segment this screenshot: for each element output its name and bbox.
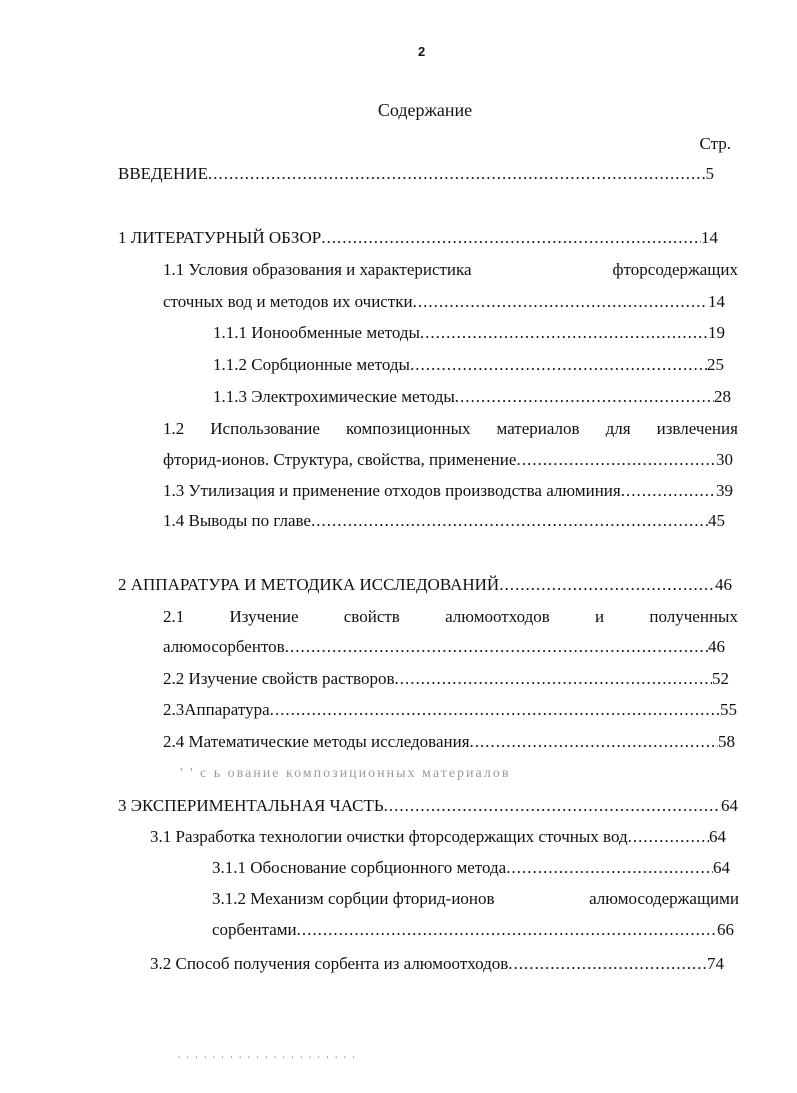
toc-entry-2-1-line2 — [163, 636, 725, 658]
dot-leader — [394, 668, 712, 690]
dot-leader — [621, 480, 716, 502]
toc-word: Изучение — [229, 607, 299, 626]
toc-entry-chapter-2 — [118, 574, 732, 596]
toc-entry-page: 64 — [713, 858, 730, 877]
toc-entry-text: сточных вод и методов их очистки — [163, 292, 413, 311]
dot-leader — [285, 636, 708, 658]
toc-entry-page: 25 — [707, 355, 724, 374]
dot-leader — [420, 322, 708, 344]
dot-leader — [455, 386, 714, 408]
toc-entry-text: ВВЕДЕНИЕ — [118, 164, 208, 183]
toc-entry-1-1-line2 — [163, 291, 725, 313]
toc-entry-text: 1.3 Утилизация и применение отходов производства алюминия — [163, 481, 621, 500]
toc-entry-text: 1.1.3 Электрохимические методы — [213, 387, 455, 406]
toc-entry-2-4 — [163, 731, 735, 753]
toc-entry-3-2 — [150, 953, 724, 975]
toc-word: извлечения — [656, 419, 738, 438]
toc-entry-1-2-line2 — [163, 449, 733, 471]
toc-entry-page: 14 — [701, 228, 718, 247]
toc-entry-text: 2.4 Математические методы исследования — [163, 732, 470, 751]
toc-entry-text: 3.2 Способ получения сорбента из алюмоотходов — [150, 954, 509, 973]
toc-entry-page: 39 — [716, 481, 733, 500]
toc-word: фторсодержащих — [612, 260, 738, 279]
toc-entry-chapter-1 — [118, 227, 718, 249]
toc-entry-text: фторид-ионов. Структура, свойства, применение — [163, 450, 517, 469]
page-column-label: Стр. — [699, 134, 731, 153]
toc-entry-1-2-line1 — [163, 418, 738, 440]
dot-leader — [384, 795, 721, 817]
dot-leader — [516, 449, 716, 471]
toc-entry-text: 3.1 Разработка технологии очистки фторсодержащих сточных вод — [150, 827, 628, 846]
dot-leader — [499, 574, 715, 596]
toc-word: 1.2 — [163, 419, 185, 438]
dot-leader — [311, 510, 708, 532]
toc-entry-text: 2.3Аппаратура — [163, 700, 270, 719]
toc-entry-2-1-line1 — [163, 606, 738, 628]
dot-leader — [506, 857, 713, 879]
toc-entry-page: 28 — [714, 387, 731, 406]
toc-entry-1-1-1 — [213, 322, 725, 344]
toc-entry-1-3 — [163, 480, 733, 502]
toc-entry-text: 3 ЭКСПЕРИМЕНТАЛЬНАЯ ЧАСТЬ — [118, 796, 384, 815]
toc-entry-3-1 — [150, 826, 726, 848]
toc-entry-1-1-3 — [213, 386, 731, 408]
toc-entry-page: 45 — [708, 511, 725, 530]
toc-entry-3-1-2-line1 — [212, 888, 739, 910]
toc-entry-page: 46 — [715, 575, 732, 594]
toc-entry-page: 58 — [718, 732, 735, 751]
dot-leader — [270, 699, 720, 721]
toc-entry-text: 2.2 Изучение свойств растворов — [163, 669, 395, 688]
toc-entry-page: 46 — [708, 637, 725, 656]
dot-leader — [208, 163, 706, 185]
toc-entry-2-2 — [163, 668, 729, 690]
toc-word: 2.1 — [163, 607, 185, 626]
toc-entry-page: 30 — [716, 450, 733, 469]
dot-leader — [410, 354, 707, 376]
toc-word: для — [605, 419, 631, 438]
toc-entry-text: 1 ЛИТЕРАТУРНЫЙ ОБЗОР — [118, 228, 322, 247]
toc-word: алюмосодержащими — [589, 889, 739, 908]
toc-entry-page: 52 — [712, 669, 729, 688]
toc-entry-page: 66 — [717, 920, 734, 939]
toc-entry-intro — [118, 163, 714, 185]
toc-entry-1-1-2 — [213, 354, 724, 376]
toc-entry-text: 1.1.1 Ионообменные методы — [213, 323, 420, 342]
toc-word: свойств — [343, 607, 400, 626]
toc-entry-1-1-line1 — [163, 259, 738, 281]
page-number: 2 — [418, 44, 426, 59]
toc-word: алюмоотходов — [445, 607, 550, 626]
toc-word: материалов — [496, 419, 580, 438]
toc-entry-text: 3.1.1 Обоснование сорбционного метода — [212, 858, 507, 877]
toc-word: 3.1.2 Механизм сорбции фторид-ионов — [212, 889, 495, 908]
dot-leader — [470, 731, 718, 753]
page-title: Содержание — [377, 100, 473, 120]
dot-leader — [628, 826, 709, 848]
toc-entry-2-3 — [163, 699, 737, 721]
dot-leader — [508, 953, 707, 975]
toc-word: и — [595, 607, 605, 626]
bleed-through-text: ' ' с ь ование композиционных материалов — [180, 766, 511, 781]
toc-entry-page: 19 — [708, 323, 725, 342]
toc-entry-page: 5 — [705, 164, 714, 183]
toc-word: композиционных — [345, 419, 471, 438]
toc-entry-page: 64 — [721, 796, 738, 815]
toc-entry-text: 2 АППАРАТУРА И МЕТОДИКА ИССЛЕДОВАНИЙ — [118, 575, 500, 594]
toc-entry-1-4 — [163, 510, 725, 532]
toc-entry-text: 1.1.2 Сорбционные методы — [213, 355, 410, 374]
bleed-through-text-bottom: ' ' ' ' ' ' ' ' ' ' ' ' ' ' ' ' ' ' ' ' ' — [178, 1054, 357, 1066]
toc-word: 1.1 Условия образования и характеристика — [163, 260, 472, 279]
toc-entry-page: 64 — [709, 827, 726, 846]
dot-leader — [413, 291, 708, 313]
toc-entry-text: сорбентами — [212, 920, 297, 939]
toc-entry-text: 1.4 Выводы по главе — [163, 511, 311, 530]
toc-entry-chapter-3 — [118, 795, 738, 817]
toc-entry-text: алюмосорбентов — [163, 637, 285, 656]
toc-entry-page: 74 — [707, 954, 724, 973]
toc-entry-page: 55 — [720, 700, 737, 719]
dot-leader — [297, 919, 717, 941]
toc-entry-page: 14 — [708, 292, 725, 311]
toc-word: полученных — [649, 607, 738, 626]
dot-leader — [321, 227, 701, 249]
toc-entry-3-1-2-line2 — [212, 919, 734, 941]
toc-word: Использование — [210, 419, 320, 438]
toc-entry-3-1-1 — [212, 857, 730, 879]
